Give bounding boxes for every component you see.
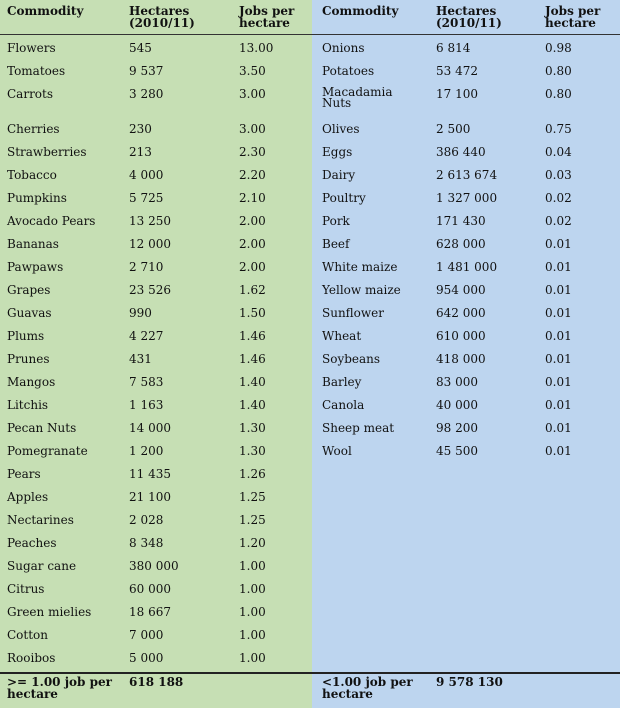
jobs-cell: 0.01 [545, 306, 572, 320]
hectares-cell: 4 000 [129, 168, 164, 182]
commodity-cell: Rooibos [7, 651, 56, 665]
table-row [312, 122, 620, 145]
hectares-cell: 60 000 [129, 582, 171, 596]
commodity-cell: Wheat [322, 329, 362, 343]
table-row [312, 260, 620, 283]
footer-divider [312, 672, 620, 674]
table-row [312, 145, 620, 168]
header-jobs: Jobs per hectare [545, 4, 601, 30]
jobs-cell: 1.25 [239, 490, 266, 504]
table-row [312, 444, 620, 467]
jobs-cell: 1.46 [239, 352, 266, 366]
hectares-cell: 642 000 [436, 306, 486, 320]
commodity-cell: Bananas [7, 237, 59, 251]
commodity-cell: Guavas [7, 306, 52, 320]
table-row [0, 145, 312, 168]
jobs-cell: 0.02 [545, 214, 572, 228]
table-row [0, 651, 312, 674]
hectares-cell: 83 000 [436, 375, 478, 389]
jobs-cell: 1.25 [239, 513, 266, 527]
table-row [312, 168, 620, 191]
jobs-cell: 1.30 [239, 444, 266, 458]
commodity-cell: Carrots [7, 87, 54, 101]
hectares-cell: 11 435 [129, 467, 171, 481]
hectares-cell: 1 163 [129, 398, 164, 412]
hectares-cell: 4 227 [129, 329, 164, 343]
hectares-cell: 418 000 [436, 352, 486, 366]
commodity-cell: Pawpaws [7, 260, 64, 274]
header-hectares: Hectares (2010/11) [436, 4, 502, 30]
table-row [0, 559, 312, 582]
hectares-cell: 610 000 [436, 329, 486, 343]
hectares-cell: 17 100 [436, 87, 478, 101]
hectares-cell: 230 [129, 122, 152, 136]
table-row [0, 214, 312, 237]
table-row [312, 352, 620, 375]
jobs-cell: 0.80 [545, 87, 572, 101]
footer-total: 9 578 130 [436, 675, 503, 689]
hectares-cell: 380 000 [129, 559, 179, 573]
table-row [0, 536, 312, 559]
footer-divider [0, 672, 312, 674]
table-row [312, 64, 620, 87]
table-row [312, 237, 620, 260]
table-row [0, 352, 312, 375]
jobs-cell: 3.50 [239, 64, 266, 78]
commodity-cell: Mangos [7, 375, 56, 389]
hectares-cell: 5 725 [129, 191, 164, 205]
jobs-cell: 13.00 [239, 41, 274, 55]
jobs-cell: 0.98 [545, 41, 572, 55]
table-row [312, 283, 620, 306]
commodity-cell: Potatoes [322, 64, 375, 78]
commodity-cell: Wool [322, 444, 352, 458]
hectares-cell: 45 500 [436, 444, 478, 458]
commodity-cell: Green mielies [7, 605, 92, 619]
header-commodity: Commodity [7, 4, 84, 18]
table-row [0, 122, 312, 145]
hectares-cell: 13 250 [129, 214, 171, 228]
jobs-cell: 0.01 [545, 444, 572, 458]
jobs-cell: 1.62 [239, 283, 266, 297]
hectares-cell: 5 000 [129, 651, 164, 665]
table-row [0, 191, 312, 214]
header-divider [0, 34, 312, 35]
jobs-cell: 0.01 [545, 421, 572, 435]
table-row [312, 41, 620, 64]
commodity-cell: Litchis [7, 398, 49, 412]
table-row [0, 306, 312, 329]
hectares-cell: 7 000 [129, 628, 164, 642]
hectares-cell: 545 [129, 41, 152, 55]
hectares-cell: 2 028 [129, 513, 164, 527]
commodity-cell: Cotton [7, 628, 49, 642]
jobs-cell: 1.40 [239, 398, 266, 412]
commodity-cell: Pomegranate [7, 444, 88, 458]
table-row [0, 375, 312, 398]
jobs-cell: 3.00 [239, 122, 266, 136]
jobs-cell: 2.10 [239, 191, 266, 205]
jobs-cell: 1.26 [239, 467, 266, 481]
hectares-cell: 386 440 [436, 145, 486, 159]
table-row [312, 191, 620, 214]
commodity-cell: Tobacco [7, 168, 57, 182]
jobs-cell: 2.30 [239, 145, 266, 159]
table-row [0, 329, 312, 352]
commodity-cell: Eggs [322, 145, 353, 159]
jobs-cell: 0.75 [545, 122, 572, 136]
table-row [0, 628, 312, 651]
hectares-cell: 7 583 [129, 375, 164, 389]
jobs-cell: 0.02 [545, 191, 572, 205]
table-row [0, 168, 312, 191]
table-row [312, 306, 620, 329]
commodity-cell: Citrus [7, 582, 45, 596]
commodity-cell: Barley [322, 375, 362, 389]
commodity-cell: Macadamia Nuts [322, 85, 393, 110]
commodity-cell: Sugar cane [7, 559, 77, 573]
commodity-cell: Sunflower [322, 306, 385, 320]
header-commodity: Commodity [322, 4, 399, 18]
jobs-cell: 1.00 [239, 628, 266, 642]
commodity-cell: Canola [322, 398, 365, 412]
table-row [312, 87, 620, 110]
jobs-cell: 2.00 [239, 237, 266, 251]
table-row [0, 421, 312, 444]
table-row [312, 421, 620, 444]
commodity-cell: Tomatoes [7, 64, 66, 78]
commodity-cell: Sheep meat [322, 421, 395, 435]
right-panel [312, 0, 620, 708]
hectares-cell: 12 000 [129, 237, 171, 251]
hectares-cell: 9 537 [129, 64, 164, 78]
commodity-cell: Pork [322, 214, 350, 228]
jobs-cell: 3.00 [239, 87, 266, 101]
hectares-cell: 6 814 [436, 41, 471, 55]
jobs-cell: 1.30 [239, 421, 266, 435]
hectares-cell: 1 200 [129, 444, 164, 458]
commodity-cell: Plums [7, 329, 45, 343]
commodity-cell: Flowers [7, 41, 56, 55]
jobs-cell: 1.00 [239, 582, 266, 596]
jobs-cell: 0.03 [545, 168, 572, 182]
header-hectares: Hectares (2010/11) [129, 4, 195, 30]
hectares-cell: 18 667 [129, 605, 171, 619]
table-row [0, 398, 312, 421]
footer-label: >= 1.00 job per hectare [7, 675, 112, 701]
hectares-cell: 40 000 [436, 398, 478, 412]
table-row [0, 283, 312, 306]
footer-label: <1.00 job per hectare [322, 675, 413, 701]
commodity-cell: Peaches [7, 536, 57, 550]
table-row [312, 329, 620, 352]
jobs-cell: 1.50 [239, 306, 266, 320]
hectares-cell: 2 710 [129, 260, 164, 274]
jobs-cell: 0.01 [545, 329, 572, 343]
jobs-cell: 0.01 [545, 283, 572, 297]
hectares-cell: 628 000 [436, 237, 486, 251]
commodity-cell: Strawberries [7, 145, 87, 159]
commodity-cell: White maize [322, 260, 398, 274]
table-row [0, 605, 312, 628]
hectares-cell: 21 100 [129, 490, 171, 504]
hectares-cell: 2 613 674 [436, 168, 498, 182]
jobs-cell: 1.00 [239, 559, 266, 573]
hectares-cell: 3 280 [129, 87, 164, 101]
jobs-cell: 1.00 [239, 605, 266, 619]
jobs-cell: 0.80 [545, 64, 572, 78]
table-row [0, 444, 312, 467]
hectares-cell: 2 500 [436, 122, 471, 136]
jobs-cell: 0.01 [545, 375, 572, 389]
table-row [0, 490, 312, 513]
jobs-cell: 2.20 [239, 168, 266, 182]
commodity-cell: Avocado Pears [7, 214, 96, 228]
jobs-cell: 0.01 [545, 398, 572, 412]
hectares-cell: 990 [129, 306, 152, 320]
commodity-cell: Pears [7, 467, 41, 481]
table-row [0, 41, 312, 64]
jobs-cell: 0.01 [545, 352, 572, 366]
commodity-cell: Beef [322, 237, 350, 251]
jobs-cell: 1.20 [239, 536, 266, 550]
hectares-cell: 954 000 [436, 283, 486, 297]
table-row [0, 260, 312, 283]
table-row [0, 467, 312, 490]
commodity-cell: Cherries [7, 122, 60, 136]
commodity-cell: Nectarines [7, 513, 74, 527]
table-row [0, 513, 312, 536]
jobs-cell: 0.01 [545, 237, 572, 251]
hectares-cell: 23 526 [129, 283, 171, 297]
table-row [0, 582, 312, 605]
jobs-cell: 0.01 [545, 260, 572, 274]
commodity-cell: Grapes [7, 283, 51, 297]
jobs-cell: 1.40 [239, 375, 266, 389]
hectares-cell: 98 200 [436, 421, 478, 435]
commodity-cell: Dairy [322, 168, 356, 182]
commodity-cell: Pecan Nuts [7, 421, 77, 435]
table-row [312, 375, 620, 398]
hectares-cell: 1 481 000 [436, 260, 498, 274]
table-row [312, 398, 620, 421]
commodity-cell: Prunes [7, 352, 50, 366]
jobs-cell: 2.00 [239, 260, 266, 274]
header-divider [312, 34, 620, 35]
hectares-cell: 171 430 [436, 214, 486, 228]
commodity-cell: Pumpkins [7, 191, 67, 205]
table-row [0, 237, 312, 260]
header-jobs: Jobs per hectare [239, 4, 295, 30]
hectares-cell: 1 327 000 [436, 191, 498, 205]
jobs-cell: 1.46 [239, 329, 266, 343]
footer-total: 618 188 [129, 675, 184, 689]
commodity-cell: Yellow maize [322, 283, 401, 297]
table-row [0, 64, 312, 87]
jobs-cell: 1.00 [239, 651, 266, 665]
hectares-cell: 14 000 [129, 421, 171, 435]
commodity-cell: Onions [322, 41, 365, 55]
table-row [312, 214, 620, 237]
commodity-cell: Poultry [322, 191, 366, 205]
hectares-cell: 53 472 [436, 64, 478, 78]
table-row [0, 87, 312, 110]
hectares-cell: 213 [129, 145, 152, 159]
commodity-cell: Soybeans [322, 352, 381, 366]
commodity-cell: Apples [7, 490, 49, 504]
hectares-cell: 8 348 [129, 536, 164, 550]
commodity-cell: Olives [322, 122, 360, 136]
hectares-cell: 431 [129, 352, 152, 366]
jobs-cell: 2.00 [239, 214, 266, 228]
jobs-cell: 0.04 [545, 145, 572, 159]
